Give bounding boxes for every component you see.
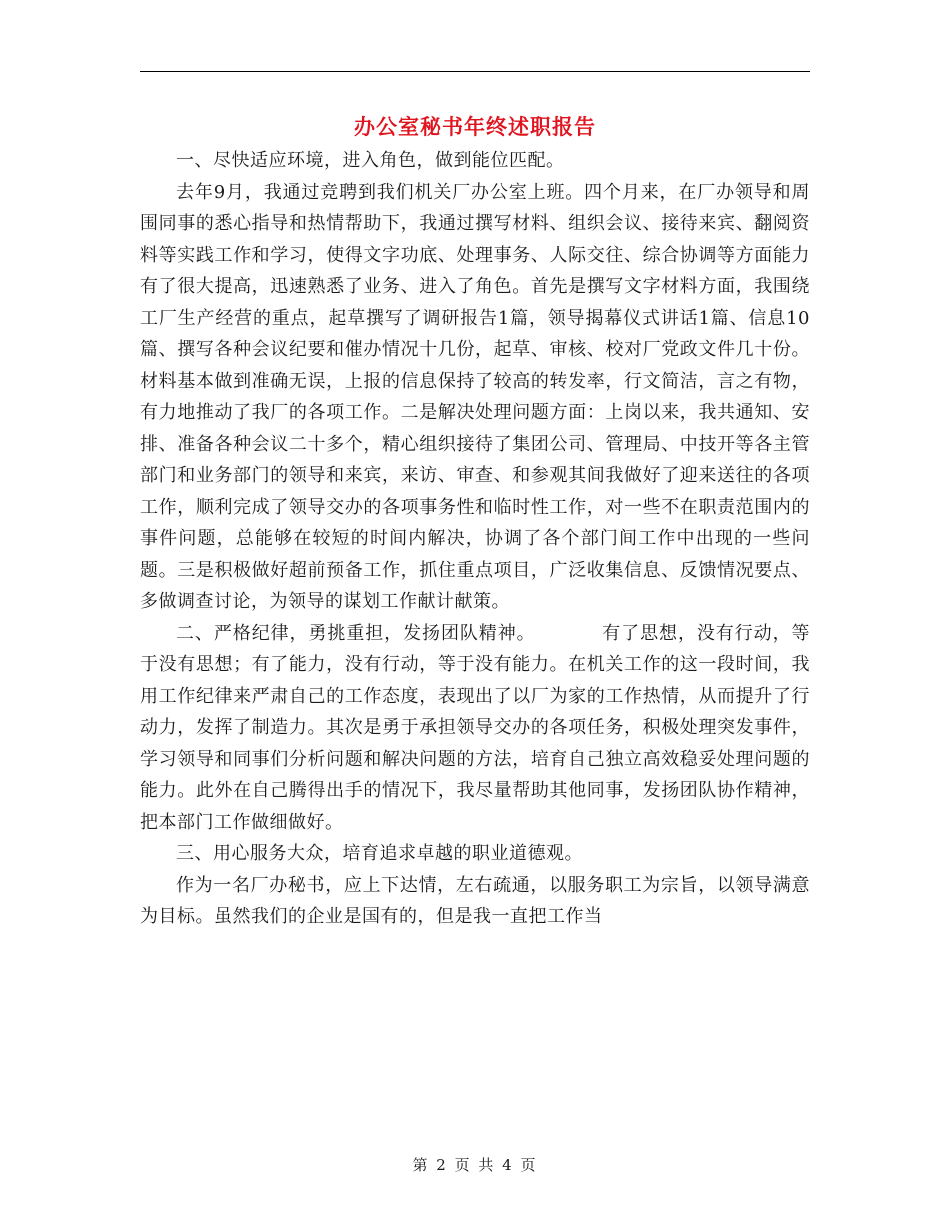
body-paragraph-1: 去年9月，我通过竞聘到我们机关厂办公室上班。四个月来，在厂办领导和周围同事的悉心指导和热情帮助下，我通过撰写材料、组织会议、接待来宾、翻阅资料等实践工作和学习，使得文字功底、处理事务、人际交往、综合协调等方面能力有了很大提高，迅速熟悉了业务、进入了角色。首先是撰写文字材料方面，我围绕工厂生产经营的重点，起草撰写了调研报告1篇，领导揭幕仪式讲话1篇、信息10篇、撰写各种会议纪要和催办情况十几份，起草、审核、校对厂党政文件几十份。材料基本做到准确无误，上报的信息保持了较高的转发率，行文简洁，言之有物，有力地推动了我厂的各项工作。二是解决处理问题方面：上岗以来，我共通知、安排、准备各种会议二十多个，精心组织接待了集团公司、管理局、中技开等各主管部门和业务部门的领导和来宾，来访、审查、和参观其间我做好了迎来送往的各项工作，顺利完成了领导交办的各项事务性和临时性工作，对一些不在职责范围内的事件问题，总能够在较短的时间内解决，协调了各个部门间工作中出现的一些问题。三是积极做好超前预备工作，抓住重点项目，广泛收集信息、反馈情况要点、多做调查讨论，为领导的谋划工作献计献策。	[140, 181, 810, 612]
section-heading-1: 一、尽快适应环境，进入角色，做到能位匹配。	[176, 150, 565, 171]
page-number-footer: 第 2 页 共 4 页	[412, 1156, 538, 1174]
body-paragraph-3: 作为一名厂办秘书，应上下达情，左右疏通，以服务职工为宗旨，以领导满意为目标。虽然我们的企业是国有的，但是我一直把工作当	[140, 874, 810, 927]
document-title: 办公室秘书年终述职报告	[354, 114, 596, 139]
header-rule	[140, 71, 810, 72]
section-heading-3: 三、用心服务大众，培育追求卓越的职业道德观。	[176, 843, 583, 864]
document-body	[140, 145, 810, 933]
section-heading-2-paragraph: 二、严格纪律，勇挑重担，发扬团队精神。 有了思想，没有行动，等于没有思想；有了能力，没有行动，等于没有能力。在机关工作的这一段时间，我用工作纪律来严肃自己的工作态度，表现出了以厂为家的工作热情，从而提升了行动力，发挥了制造力。其次是勇于承担领导交办的各项任务，积极处理突发事件，学习领导和同事们分析问题和解决问题的方法，培育自己独立高效稳妥处理问题的能力。此外在自己腾得出手的情况下，我尽量帮助其他同事，发扬团队协作精神，把本部门工作做细做好。	[140, 622, 810, 833]
